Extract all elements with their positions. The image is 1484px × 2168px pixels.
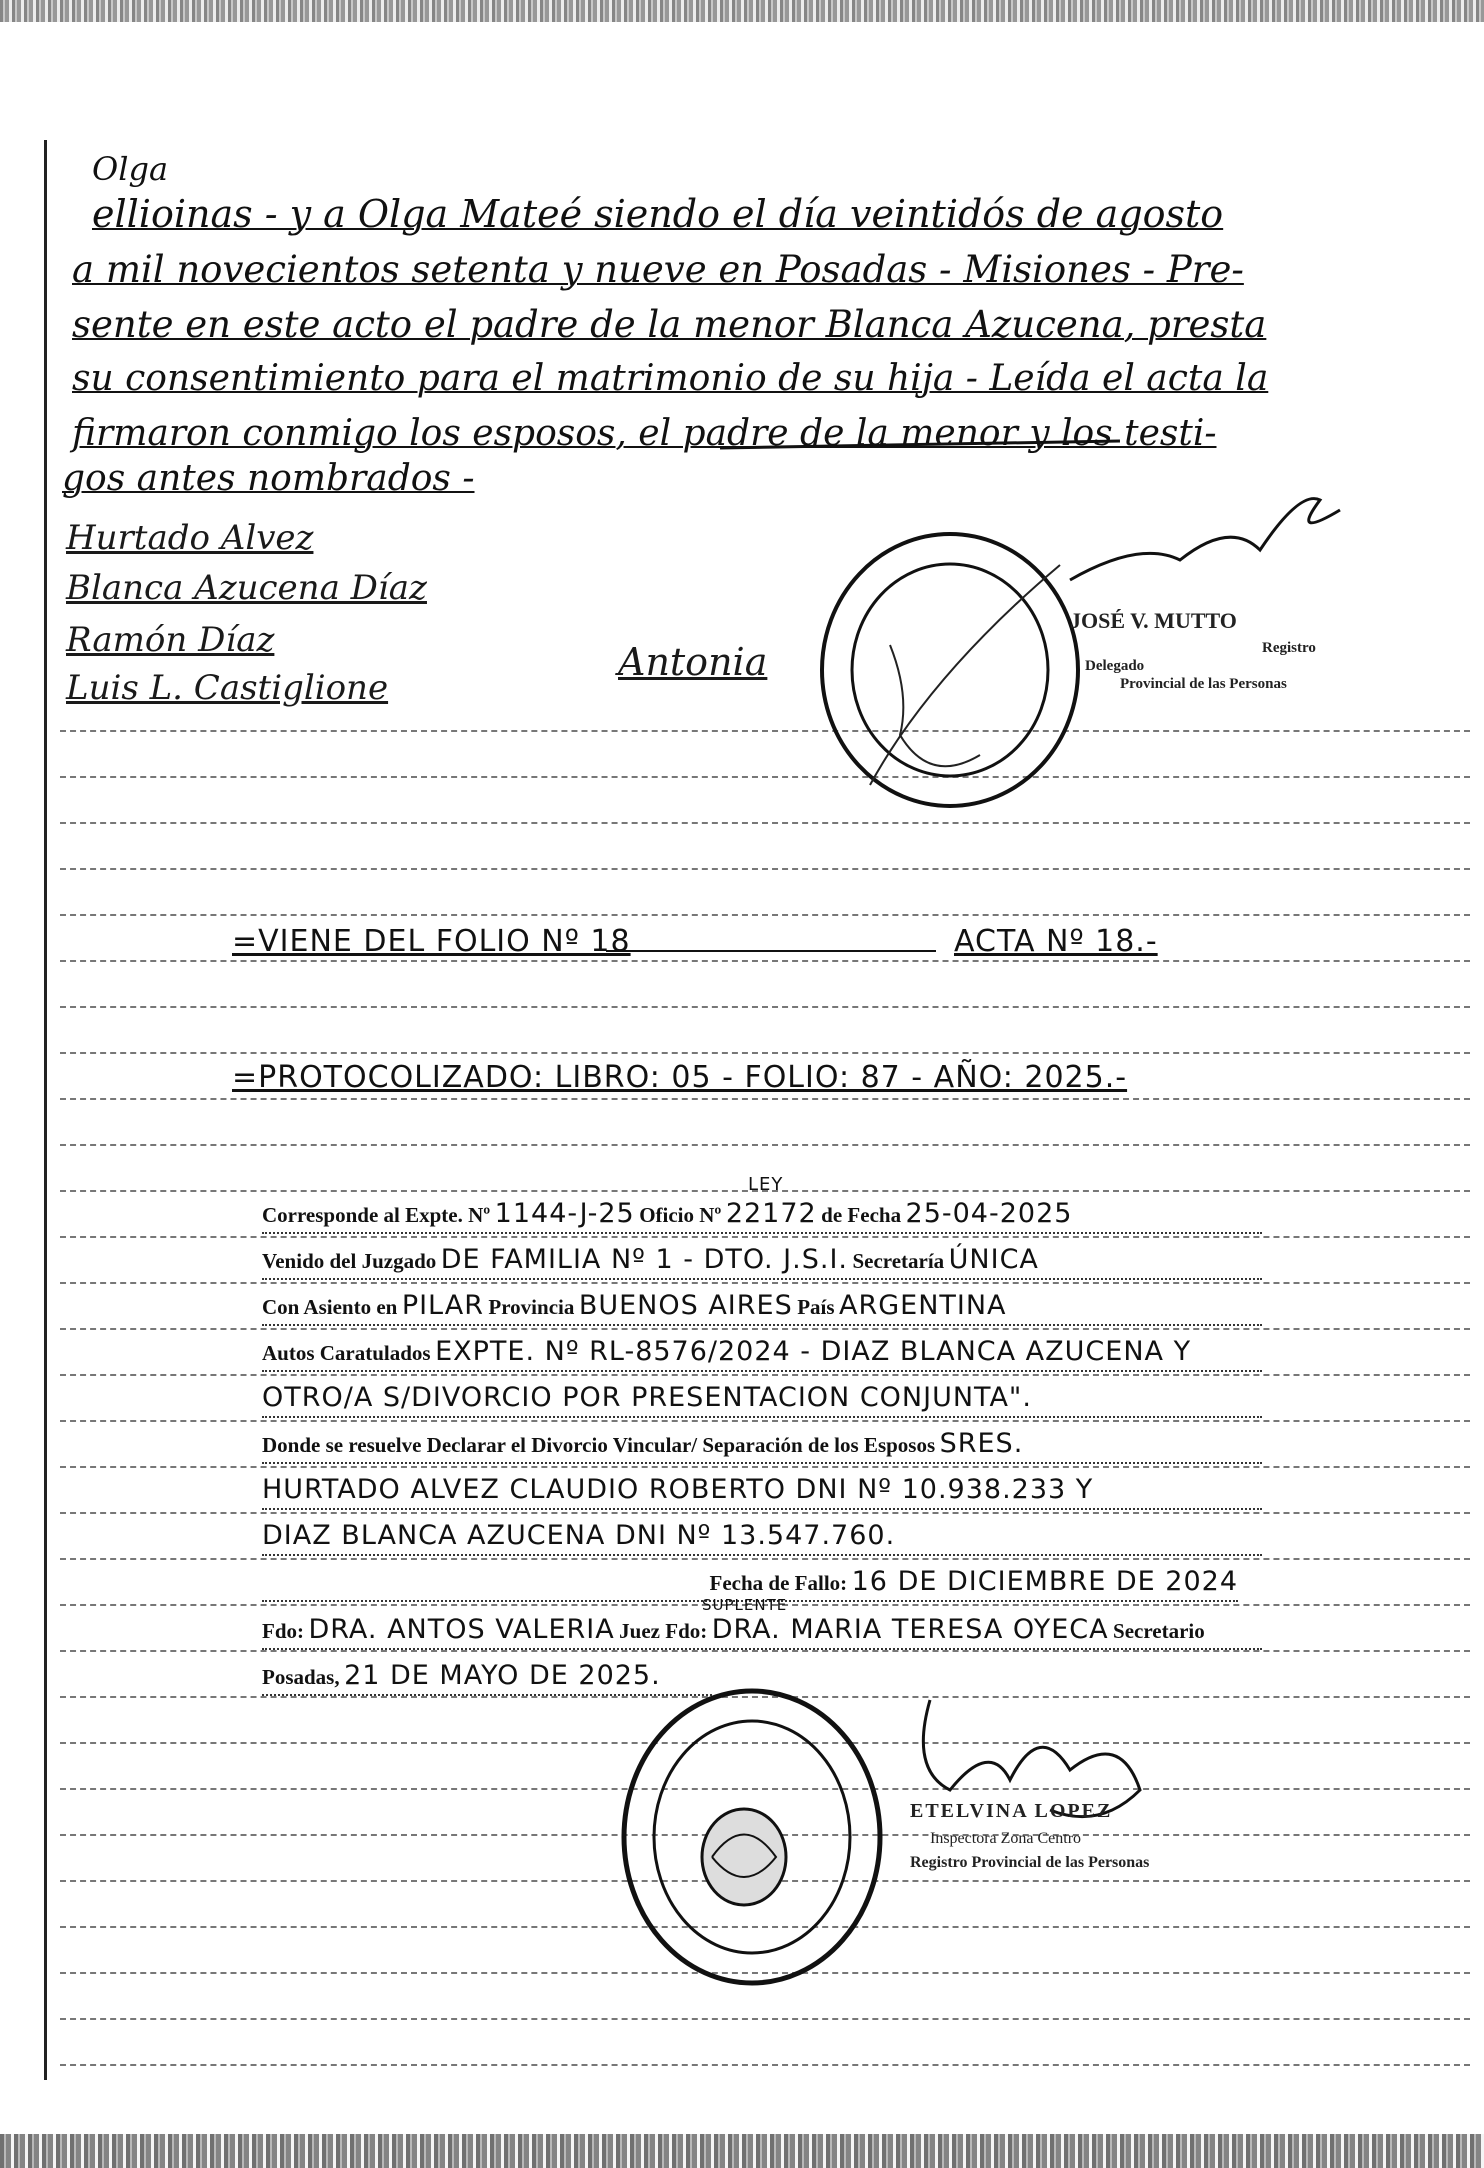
form-row-autos-2: [262, 1382, 1262, 1418]
ruled-line: [60, 776, 1470, 778]
fecha-value: 25-04-2025: [905, 1198, 1073, 1229]
esposo-2: DIAZ BLANCA AZUCENA DNI Nº 13.547.760.: [262, 1520, 896, 1551]
handwritten-line-4: su consentimiento para el matrimonio de su hija - Leída el acta la: [72, 358, 1269, 399]
scan-noise-top: [0, 0, 1484, 22]
scan-noise-bottom: [0, 2134, 1484, 2168]
ruled-line: [60, 1466, 1470, 1468]
fallo-value: 16 DE DICIEMBRE DE 2024: [851, 1566, 1238, 1597]
ruled-line: [60, 1420, 1470, 1422]
form-row-esposo-2: [262, 1520, 1262, 1556]
provincia-value: BUENOS AIRES: [578, 1290, 793, 1321]
juez-label: Juez Fdo:: [619, 1619, 708, 1643]
officer-stamp-title: Delegado: [1085, 658, 1145, 674]
officer-stamp-name: JOSÉ V. MUTTO: [1070, 608, 1237, 633]
ruled-line: [60, 1006, 1470, 1008]
officer-signature-scribble-icon: [1060, 480, 1360, 600]
ruled-line: [60, 960, 1470, 962]
ruled-line: [60, 914, 1470, 916]
ruled-line: [60, 1512, 1470, 1514]
ruled-line: [60, 1052, 1470, 1054]
form-row-autos: [262, 1336, 1262, 1372]
secretaria-label: Secretaría: [852, 1249, 945, 1273]
ruled-line: [60, 1098, 1470, 1100]
acta-note: ACTA Nº 18.-: [954, 924, 1158, 959]
form-row-expte: [262, 1198, 1262, 1234]
secretaria-value: ÚNICA: [948, 1244, 1039, 1275]
form-row-esposo-1: [262, 1474, 1262, 1510]
viene-underline: [606, 950, 936, 952]
signature-2: Blanca Azucena Díaz: [66, 568, 427, 608]
fdo-label: Fdo:: [262, 1619, 304, 1643]
officer-seal-icon: [810, 525, 1090, 815]
handwritten-line-6: gos antes nombrados -: [62, 458, 475, 499]
ruled-line: [60, 2064, 1470, 2066]
suplente-note: SUPLENTE: [702, 1596, 788, 1614]
ruled-line: [60, 822, 1470, 824]
secretario-label: Secretario: [1113, 1619, 1205, 1643]
posadas-label: Posadas,: [262, 1665, 340, 1689]
donde-label: Donde se resuelve Declarar el Divorcio Vincular/ Separación de los Esposos: [262, 1433, 936, 1457]
oficio-value: 22172: [725, 1198, 817, 1229]
margin-line: [44, 140, 47, 2080]
signature-4: Luis L. Castiglione: [66, 668, 389, 708]
ruled-line: [60, 1282, 1470, 1284]
ley-note: LEY: [748, 1174, 784, 1195]
provincia-label: Provincia: [488, 1295, 575, 1319]
donde-value: SRES.: [939, 1428, 1024, 1459]
autos-value-2: OTRO/A S/DIVORCIO POR PRESENTACION CONJUNTA".: [262, 1382, 1032, 1413]
form-row-asiento: [262, 1290, 1262, 1326]
asiento-label: Con Asiento en: [262, 1295, 398, 1319]
inspector-stamp-office: Registro Provincial de las Personas: [910, 1854, 1150, 1871]
autos-value-1: EXPTE. Nº RL-8576/2024 - DIAZ BLANCA AZUCENA Y: [435, 1336, 1192, 1367]
expte-value: 1144-J-25: [494, 1198, 635, 1229]
fallo-label: Fecha de Fallo:: [709, 1571, 848, 1595]
ruled-line: [60, 868, 1470, 870]
handwritten-line-1: ellioinas - y a Olga Mateé siendo el día veintidós de agosto: [92, 192, 1224, 236]
signature-3: Ramón Díaz: [66, 620, 275, 660]
ruled-line: [60, 730, 1470, 732]
oficio-label: Oficio Nº: [639, 1203, 722, 1227]
ruled-line: [60, 1144, 1470, 1146]
juzgado-value: DE FAMILIA Nº 1 - DTO. J.S.I.: [440, 1244, 848, 1275]
ruled-line: [60, 1374, 1470, 1376]
juez-value: DRA. MARIA TERESA OYECA: [711, 1614, 1109, 1645]
autos-label: Autos Caratulados: [262, 1341, 431, 1365]
signature-1: Hurtado Alvez: [66, 518, 314, 558]
asiento-value: PILAR: [401, 1290, 484, 1321]
fecha-label: de Fecha: [821, 1203, 902, 1227]
ruled-line: [60, 1236, 1470, 1238]
viene-note: =VIENE DEL FOLIO Nº 18: [232, 924, 631, 959]
form-row-fdo: [262, 1614, 1262, 1650]
ruled-line: [60, 1328, 1470, 1330]
ruled-line: [60, 1650, 1470, 1652]
inspector-stamp-title: Inspectora Zona Centro: [930, 1830, 1082, 1847]
margin-note: Olga: [92, 150, 169, 188]
officer-signature: Antonia: [618, 640, 768, 684]
esposo-1: HURTADO ALVEZ CLAUDIO ROBERTO DNI Nº 10.938.233 Y: [262, 1474, 1094, 1505]
pais-label: País: [797, 1295, 835, 1319]
posadas-value: 21 DE MAYO DE 2025.: [344, 1660, 661, 1691]
handwritten-line-2: a mil novecientos setenta y nueve en Posadas - Misiones - Pre-: [72, 248, 1244, 291]
handwritten-line-3: sente en este acto el padre de la menor Blanca Azucena, presta: [72, 303, 1267, 346]
inspector-stamp-name: ETELVINA LOPEZ: [910, 1800, 1113, 1822]
handwritten-line-5: firmaron conmigo los esposos, el padre de la menor y los testi-: [72, 413, 1217, 454]
ruled-line: [60, 2018, 1470, 2020]
expte-label: Corresponde al Expte. Nº: [262, 1203, 491, 1227]
registry-seal-icon: [612, 1682, 892, 1992]
officer-stamp-office-2: Provincial de las Personas: [1120, 676, 1287, 692]
form-row-donde: [262, 1428, 1262, 1464]
protocolizado-note: =PROTOCOLIZADO: LIBRO: 05 - FOLIO: 87 - AÑO: 2025.-: [232, 1060, 1128, 1095]
juzgado-label: Venido del Juzgado: [262, 1249, 437, 1273]
fdo-value: DRA. ANTOS VALERIA: [308, 1614, 615, 1645]
officer-stamp-office-1: Registro: [1262, 640, 1316, 656]
pais-value: ARGENTINA: [838, 1290, 1007, 1321]
form-row-juzgado: [262, 1244, 1262, 1280]
ruled-line: [60, 1558, 1470, 1560]
